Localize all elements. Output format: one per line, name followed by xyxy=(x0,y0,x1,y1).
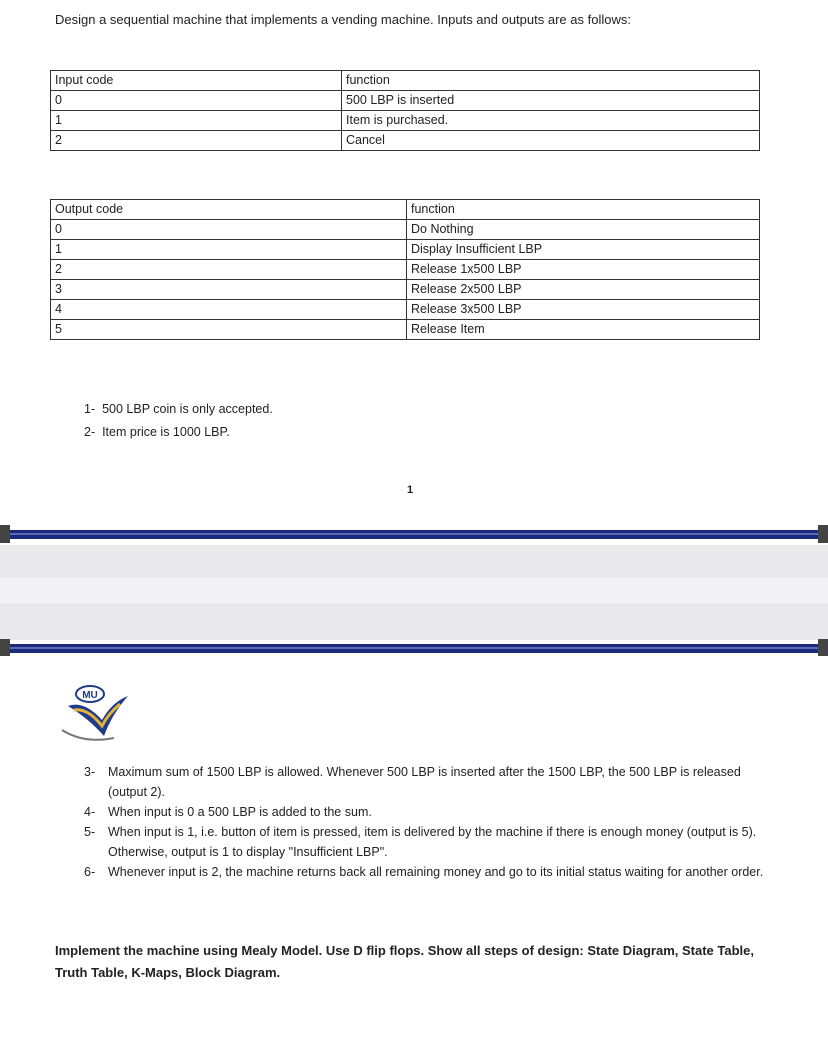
code-cell: 1 xyxy=(51,240,407,260)
item-text: Item price is 1000 LBP. xyxy=(102,425,230,439)
constraints-list xyxy=(84,398,273,444)
code-cell: 1 xyxy=(51,111,342,131)
code-cell: 0 xyxy=(51,220,407,240)
input-code-table xyxy=(50,70,760,151)
item-number: 3- xyxy=(84,765,96,779)
intro-text: Design a sequential machine that implements a vending machine. Inputs and outputs are as follows: xyxy=(55,12,631,27)
table-row xyxy=(51,260,760,280)
function-cell: Display Insufficient LBP xyxy=(407,240,760,260)
item-number: 2- xyxy=(84,425,96,439)
list-item xyxy=(84,398,273,421)
table-row xyxy=(51,300,760,320)
code-cell: 0 xyxy=(51,91,342,111)
table-row xyxy=(51,131,760,151)
page-number: 1 xyxy=(407,484,414,496)
item-number: 1- xyxy=(84,402,96,416)
item-text: Whenever input is 2, the machine returns back all remaining money and go to its initial status waiting for another order. xyxy=(108,865,764,879)
item-text: 500 LBP coin is only accepted. xyxy=(102,402,273,416)
header-cell: function xyxy=(342,71,760,91)
header-cell: Output code xyxy=(51,200,407,220)
rule-end-cap xyxy=(0,639,10,657)
code-cell: 4 xyxy=(51,300,407,320)
function-cell: Item is purchased. xyxy=(342,111,760,131)
header-cell: function xyxy=(407,200,760,220)
item-text: When input is 0 a 500 LBP is added to the sum. xyxy=(108,805,372,819)
function-cell: 500 LBP is inserted xyxy=(342,91,760,111)
function-cell: Do Nothing xyxy=(407,220,760,240)
page-gap-band xyxy=(0,578,828,603)
function-cell: Release Item xyxy=(407,320,760,340)
page-border-rule xyxy=(0,530,828,539)
table-row xyxy=(51,280,760,300)
rule-end-cap xyxy=(0,525,10,543)
table-row xyxy=(51,111,760,131)
function-cell: Release 1x500 LBP xyxy=(407,260,760,280)
table-row xyxy=(51,320,760,340)
rule-end-cap xyxy=(818,525,828,543)
logo-text: MU xyxy=(82,690,98,701)
item-text: Maximum sum of 1500 LBP is allowed. Whenever 500 LBP is inserted after the 1500 LBP, the 500 LBP is released (output 2). xyxy=(108,765,741,799)
table-row xyxy=(51,91,760,111)
code-cell: 2 xyxy=(51,260,407,280)
task-instructions: Implement the machine using Mealy Model. Use D flip flops. Show all steps of design: State Diagram, State Table, Truth Table, K-Maps, Block Diagram. xyxy=(55,943,755,980)
header-cell: Input code xyxy=(51,71,342,91)
page-border-rule xyxy=(0,644,828,653)
code-cell: 2 xyxy=(51,131,342,151)
table-row xyxy=(51,240,760,260)
table-header-row xyxy=(51,200,760,220)
list-item xyxy=(84,862,774,882)
requirements-list xyxy=(84,762,774,882)
list-item xyxy=(84,802,774,822)
code-cell: 5 xyxy=(51,320,407,340)
university-logo xyxy=(54,680,134,750)
item-number: 6- xyxy=(84,865,96,879)
code-cell: 3 xyxy=(51,280,407,300)
list-item xyxy=(84,822,774,862)
function-cell: Release 3x500 LBP xyxy=(407,300,760,320)
list-item xyxy=(84,762,774,802)
table-row xyxy=(51,220,760,240)
function-cell: Cancel xyxy=(342,131,760,151)
rule-end-cap xyxy=(818,639,828,657)
item-text: When input is 1, i.e. button of item is pressed, item is delivered by the machine if there is enough money (output is 5). Otherwise, output is 1 to display "Insufficient LBP". xyxy=(108,825,757,859)
list-item xyxy=(84,421,273,444)
function-cell: Release 2x500 LBP xyxy=(407,280,760,300)
item-number: 4- xyxy=(84,805,96,819)
item-number: 5- xyxy=(84,825,96,839)
output-code-table xyxy=(50,199,760,340)
table-header-row xyxy=(51,71,760,91)
